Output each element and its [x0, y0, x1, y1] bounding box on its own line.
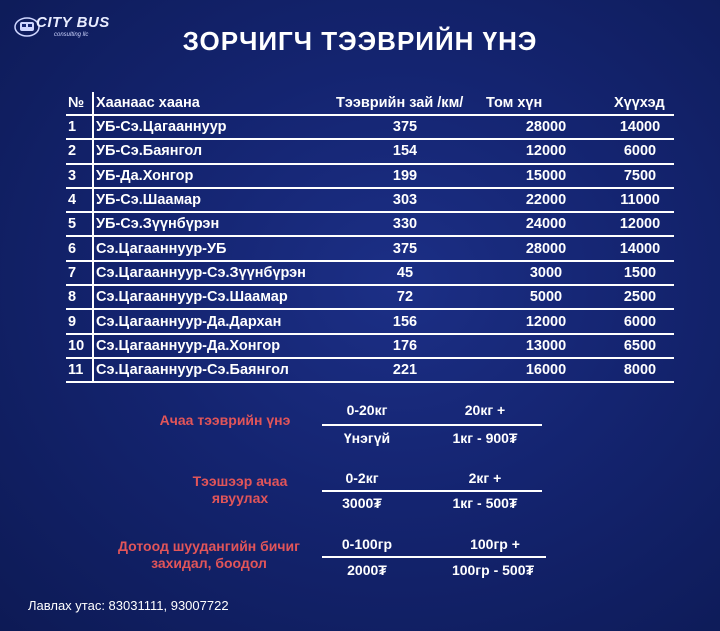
- col-header-number: №: [66, 92, 93, 115]
- page-title: ЗОРЧИГЧ ТЭЭВРИЙН ҮНЭ: [182, 26, 538, 56]
- row-number: 2: [66, 139, 93, 163]
- courier-col2-head: 2кг +: [468, 470, 502, 486]
- distance: 375: [324, 115, 486, 139]
- child-fare: 6500: [606, 334, 674, 358]
- cargo-col2-value: 1кг - 900₮: [452, 430, 518, 446]
- table-row: [66, 115, 674, 139]
- distance: 176: [324, 334, 486, 358]
- table-row: [66, 139, 674, 163]
- row-number: 11: [66, 358, 93, 382]
- cargo-label: Ачаа тээврийн үнэ: [159, 412, 291, 428]
- mail-col2-value: 100гр - 500₮: [451, 562, 535, 578]
- mail-col2-head: 100гр +: [470, 536, 520, 552]
- mail-label-line1: Дотоод шуудангийн бичиг: [118, 538, 300, 554]
- route: УБ-Сэ.Баянгол: [93, 139, 324, 163]
- table-row: [66, 285, 674, 309]
- row-number: 9: [66, 309, 93, 333]
- row-number: 7: [66, 261, 93, 285]
- col-header-child: Хүүхэд: [606, 92, 674, 115]
- route: Сэ.Цагааннуур-УБ: [93, 236, 324, 260]
- distance: 199: [324, 164, 486, 188]
- contact-phone: Лавлах утас: 83031111, 93007722: [28, 598, 229, 613]
- cargo-col1-head: 0-20кг: [346, 402, 388, 418]
- child-fare: 7500: [606, 164, 674, 188]
- mail-col1-value: 2000₮: [347, 562, 387, 578]
- child-fare: 14000: [606, 236, 674, 260]
- route: УБ-Сэ.Зүүнбүрэн: [93, 212, 324, 236]
- courier-label-line2: явуулах: [211, 490, 269, 506]
- distance: 221: [324, 358, 486, 382]
- route: УБ-Сэ.Шаамар: [93, 188, 324, 212]
- cargo-col1-value: Үнэгүй: [343, 430, 391, 446]
- route: УБ-Да.Хонгор: [93, 164, 324, 188]
- col-header-distance: Тээврийн зай /км/: [324, 92, 486, 115]
- mail-divider: [322, 556, 546, 558]
- row-number: 8: [66, 285, 93, 309]
- courier-col2-value: 1кг - 500₮: [452, 495, 518, 511]
- route: Сэ.Цагааннуур-Сэ.Шаамар: [93, 285, 324, 309]
- distance: 330: [324, 212, 486, 236]
- distance: 45: [324, 261, 486, 285]
- adult-fare: 12000: [486, 309, 606, 333]
- logo-text: CITY BUS: [36, 14, 110, 31]
- adult-fare: 24000: [486, 212, 606, 236]
- child-fare: 1500: [606, 261, 674, 285]
- row-number: 5: [66, 212, 93, 236]
- row-number: 4: [66, 188, 93, 212]
- distance: 72: [324, 285, 486, 309]
- adult-fare: 15000: [486, 164, 606, 188]
- adult-fare: 3000: [486, 261, 606, 285]
- logo-subtext: consulting llc: [54, 32, 89, 38]
- courier-col1-value: 3000₮: [342, 495, 382, 511]
- adult-fare: 5000: [486, 285, 606, 309]
- adult-fare: 28000: [486, 115, 606, 139]
- courier-label-line1: Тээшээр ачаа: [192, 473, 288, 489]
- child-fare: 11000: [606, 188, 674, 212]
- cargo-col2-head: 20кг +: [464, 402, 506, 418]
- col-header-route: Хаанаас хаана: [93, 92, 324, 115]
- mail-label: [96, 538, 322, 572]
- child-fare: 8000: [606, 358, 674, 382]
- table-row: [66, 334, 674, 358]
- row-number: 10: [66, 334, 93, 358]
- adult-fare: 13000: [486, 334, 606, 358]
- adult-fare: 16000: [486, 358, 606, 382]
- child-fare: 2500: [606, 285, 674, 309]
- courier-divider: [322, 490, 542, 492]
- table-row: [66, 188, 674, 212]
- distance: 156: [324, 309, 486, 333]
- child-fare: 14000: [606, 115, 674, 139]
- table-row: [66, 164, 674, 188]
- fare-table: [66, 92, 674, 383]
- child-fare: 6000: [606, 139, 674, 163]
- distance: 154: [324, 139, 486, 163]
- route: Сэ.Цагааннуур-Да.Дархан: [93, 309, 324, 333]
- route: УБ-Сэ.Цагааннуур: [93, 115, 324, 139]
- cargo-divider: [322, 424, 542, 426]
- adult-fare: 28000: [486, 236, 606, 260]
- courier-label: [150, 473, 330, 507]
- row-number: 1: [66, 115, 93, 139]
- distance: 375: [324, 236, 486, 260]
- table-row: [66, 309, 674, 333]
- table-row: [66, 261, 674, 285]
- courier-col1-head: 0-2кг: [345, 470, 379, 486]
- mail-label-line2: захидал, боодол: [151, 555, 267, 571]
- adult-fare: 12000: [486, 139, 606, 163]
- fare-table-header: [66, 92, 674, 115]
- route: Сэ.Цагааннуур-Да.Хонгор: [93, 334, 324, 358]
- route: Сэ.Цагааннуур-Сэ.Зүүнбүрэн: [93, 261, 324, 285]
- table-row: [66, 212, 674, 236]
- table-row: [66, 358, 674, 382]
- child-fare: 12000: [606, 212, 674, 236]
- child-fare: 6000: [606, 309, 674, 333]
- route: Сэ.Цагааннуур-Сэ.Баянгол: [93, 358, 324, 382]
- col-header-adult: Том хүн: [486, 92, 606, 115]
- mail-col1-head: 0-100гр: [341, 536, 393, 552]
- row-number: 3: [66, 164, 93, 188]
- table-row: [66, 236, 674, 260]
- row-number: 6: [66, 236, 93, 260]
- adult-fare: 22000: [486, 188, 606, 212]
- distance: 303: [324, 188, 486, 212]
